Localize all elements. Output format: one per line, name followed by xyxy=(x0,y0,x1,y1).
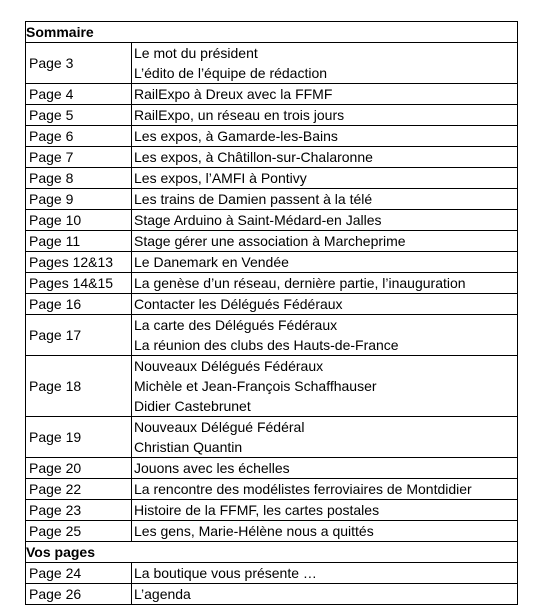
toc-row xyxy=(26,499,517,520)
toc-row xyxy=(26,83,517,104)
page-number-cell: Page 24 xyxy=(26,563,132,583)
page-number-cell: Page 23 xyxy=(26,500,132,520)
article-title-line: Nouveaux Délégués Fédéraux xyxy=(134,358,324,374)
toc-row xyxy=(26,314,517,355)
article-title-cell xyxy=(132,43,517,83)
article-title-line: Le mot du président xyxy=(134,45,258,61)
article-title-cell xyxy=(132,231,517,251)
article-title-line: Les trains de Damien passent à la télé xyxy=(134,191,373,207)
article-title-line: La rencontre des modélistes ferroviaires de Montdidier xyxy=(134,481,472,497)
article-title-line: Nouveaux Délégué Fédéral xyxy=(134,419,305,435)
article-title-cell xyxy=(132,356,517,416)
page-number-cell: Page 19 xyxy=(26,417,132,457)
toc-row xyxy=(26,293,517,314)
toc-row xyxy=(26,583,517,604)
toc-row xyxy=(26,42,517,83)
article-title-cell xyxy=(132,189,517,209)
article-title-line: Contacter les Délégués Fédéraux xyxy=(134,296,343,312)
article-title-cell xyxy=(132,168,517,188)
article-title-line: Christian Quantin xyxy=(134,439,243,455)
article-title-cell xyxy=(132,105,517,125)
toc-row xyxy=(26,562,517,583)
article-title-line: Les gens, Marie-Hélène nous a quittés xyxy=(134,523,374,539)
article-title-line: L’édito de l’équipe de rédaction xyxy=(134,65,328,81)
page-number-cell: Page 17 xyxy=(26,315,132,355)
article-title-line: Les expos, à Gamarde-les-Bains xyxy=(134,128,338,144)
page-number-cell: Page 25 xyxy=(26,521,132,541)
toc-row xyxy=(26,188,517,209)
section-header: Sommaire xyxy=(26,24,94,40)
page-number-cell: Page 9 xyxy=(26,189,132,209)
toc-row xyxy=(26,104,517,125)
toc-row xyxy=(26,146,517,167)
toc-row xyxy=(26,520,517,541)
page-number-cell: Pages 14&15 xyxy=(26,273,132,293)
article-title-cell xyxy=(132,479,517,499)
page-number-cell: Page 20 xyxy=(26,458,132,478)
article-title-line: La boutique vous présente … xyxy=(134,565,317,581)
article-title-line: Stage Arduino à Saint-Médard-en Jalles xyxy=(134,212,382,228)
toc-row xyxy=(26,457,517,478)
toc-row xyxy=(26,272,517,293)
article-title-line: La genèse d’un réseau, dernière partie, l’inauguration xyxy=(134,275,466,291)
article-title-line: RailExpo à Dreux avec la FFMF xyxy=(134,86,333,102)
page-number-cell: Page 16 xyxy=(26,294,132,314)
page-number-cell: Page 7 xyxy=(26,147,132,167)
toc-row xyxy=(26,167,517,188)
article-title-cell xyxy=(132,126,517,146)
toc-row xyxy=(26,209,517,230)
page-number-cell: Page 3 xyxy=(26,43,132,83)
article-title-line: La carte des Délégués Fédéraux xyxy=(134,317,338,333)
article-title-line: RailExpo, un réseau en trois jours xyxy=(134,107,345,123)
article-title-line: Le Danemark en Vendée xyxy=(134,254,289,270)
article-title-cell xyxy=(132,521,517,541)
page-number-cell: Page 18 xyxy=(26,356,132,416)
article-title-cell xyxy=(132,273,517,293)
article-title-cell xyxy=(132,294,517,314)
table-of-contents xyxy=(25,21,518,605)
article-title-cell xyxy=(132,252,517,272)
article-title-cell xyxy=(132,500,517,520)
page-number-cell: Page 26 xyxy=(26,584,132,604)
article-title-line: Jouons avec les échelles xyxy=(134,460,290,476)
article-title-cell xyxy=(132,315,517,355)
toc-row xyxy=(26,230,517,251)
article-title-cell xyxy=(132,584,517,604)
article-title-cell xyxy=(132,84,517,104)
page-number-cell: Page 6 xyxy=(26,126,132,146)
article-title-line: Histoire de la FFMF, les cartes postales xyxy=(134,502,380,518)
page-number-cell: Page 8 xyxy=(26,168,132,188)
article-title-line: Les expos, l’AMFI à Pontivy xyxy=(134,170,307,186)
article-title-line: La réunion des clubs des Hauts-de-France xyxy=(134,337,399,353)
article-title-cell xyxy=(132,147,517,167)
article-title-cell xyxy=(132,458,517,478)
page-number-cell: Page 5 xyxy=(26,105,132,125)
article-title-cell xyxy=(132,417,517,457)
toc-row xyxy=(26,416,517,457)
page-number-cell: Page 10 xyxy=(26,210,132,230)
article-title-line: Michèle et Jean-François Schaffhauser xyxy=(134,378,377,394)
article-title-line: Les expos, à Châtillon-sur-Chalaronne xyxy=(134,149,373,165)
toc-row xyxy=(26,478,517,499)
toc-row xyxy=(26,251,517,272)
page-number-cell: Pages 12&13 xyxy=(26,252,132,272)
article-title-cell xyxy=(132,210,517,230)
page-number-cell: Page 11 xyxy=(26,231,132,251)
article-title-line: Didier Castebrunet xyxy=(134,398,251,414)
page-number-cell: Page 22 xyxy=(26,479,132,499)
article-title-cell xyxy=(132,563,517,583)
section-header: Vos pages xyxy=(26,541,517,562)
page-number-cell: Page 4 xyxy=(26,84,132,104)
article-title-line: L’agenda xyxy=(134,586,191,602)
article-title-line: Stage gérer une association à Marcheprime xyxy=(134,233,406,249)
toc-row xyxy=(26,125,517,146)
toc-row xyxy=(26,355,517,416)
